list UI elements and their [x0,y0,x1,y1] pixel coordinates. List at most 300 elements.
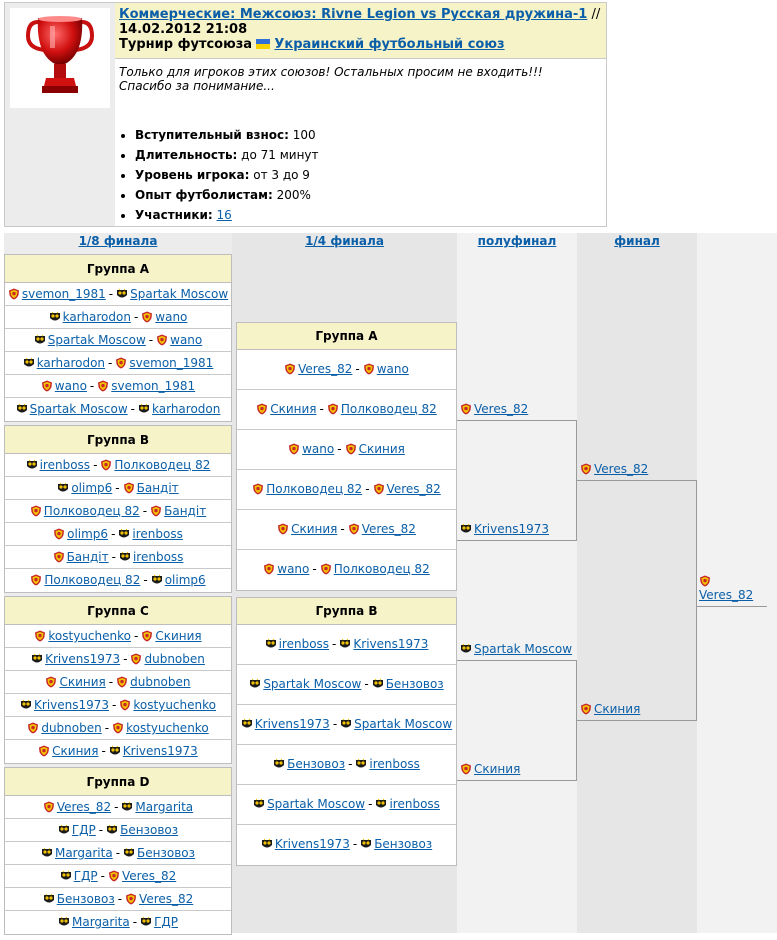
team-entry [49,310,131,324]
description [119,65,600,93]
team-entry [60,869,98,883]
team-shield-icon [263,563,275,575]
team-entry [156,333,202,347]
match-row [5,796,231,819]
team-link[interactable]: Krivens1973 [474,522,550,536]
tournament-params [119,125,319,225]
match-row [5,694,231,717]
match-row [5,352,231,375]
team-link[interactable]: kostyuchenko [133,698,216,712]
team-entry [58,823,96,837]
match-row [5,717,231,740]
team-shield-icon [53,528,65,540]
team-link[interactable]: Veres_82 [298,362,353,376]
team-mask-icon [23,357,35,369]
trophy-icon [10,8,110,108]
team-link[interactable]: wano [376,362,409,376]
team-entry [23,356,105,370]
param-participants [135,205,319,225]
team-entry [265,637,329,651]
team-entry [121,800,193,814]
description-line-2: Спасибо за понимание... [119,79,275,93]
team-link[interactable]: Полководец 82 [340,402,437,416]
team-mask-icon [121,801,133,813]
team-link[interactable]: Бандiт [66,550,109,564]
team-entry [460,762,520,776]
team-entry [58,915,130,929]
team-entry [375,797,439,811]
team-shield-icon [34,630,46,642]
team-mask-icon [123,847,135,859]
vs-separator: - [100,869,106,883]
match-row [237,625,456,665]
team-link[interactable]: Krivens1973 [45,652,121,666]
r16-group [4,425,232,593]
team-link[interactable]: Krivens1973 [254,717,330,731]
team-shield-icon [580,703,592,715]
match-row [5,523,231,546]
match-row [5,477,231,500]
team-entry [360,837,432,851]
vs-separator: - [133,310,139,324]
team-shield-icon [141,630,153,642]
team-shield-icon [156,334,168,346]
param-experience-value: 200% [272,188,311,202]
vs-separator: - [108,287,114,301]
team-entry [43,892,115,906]
vs-separator: - [142,504,148,518]
team-shield-icon [373,483,385,495]
vs-separator: - [111,527,116,541]
team-link[interactable]: Margarita [135,800,194,814]
team-link[interactable]: karharodon [152,402,221,416]
team-entry [100,458,210,472]
team-link[interactable]: Krivens1973 [122,744,198,758]
team-mask-icon [273,758,285,770]
team-mask-icon [118,528,130,540]
team-entry [460,402,528,416]
team-link[interactable]: Скиния [52,744,99,758]
vs-separator: - [365,482,370,496]
team-entry [8,287,106,301]
team-entry [141,310,187,324]
team-entry [125,892,193,906]
team-link[interactable]: kostyuchenko [126,721,209,735]
team-link[interactable]: Veres_82 [474,402,529,416]
participants-count-link[interactable]: 16 [216,208,232,222]
bracket-connector [577,720,697,721]
team-shield-icon [699,575,711,587]
bracket-connector [577,480,697,481]
team-entry [256,402,316,416]
team-entry [43,800,111,814]
sf-column-bg [457,233,577,933]
qf-group [236,597,457,866]
team-link[interactable]: Скиния [291,522,338,536]
semifinal-slot [460,522,549,536]
vs-separator: - [368,797,373,811]
team-entry [327,402,437,416]
team-link[interactable]: Krivens1973 [34,698,110,712]
team-link[interactable]: irenboss [132,550,184,564]
team-link[interactable]: Veres_82 [122,869,177,883]
team-link[interactable]: Бензовоз [56,892,115,906]
param-level [135,165,319,185]
union-link[interactable]: Украинский футбольный союз [274,37,505,52]
match-row [5,819,231,842]
team-shield-icon [53,551,65,563]
team-link[interactable]: wano [170,333,203,347]
match-row [5,625,231,648]
vs-separator: - [101,744,106,758]
bracket-connector [457,540,577,541]
team-shield-icon [41,380,53,392]
team-shield-icon [150,505,162,517]
team-link[interactable]: Krivens1973 [353,637,429,651]
team-mask-icon [31,653,43,665]
team-link[interactable]: Скиния [358,442,405,456]
team-shield-icon [123,482,135,494]
team-link[interactable]: Veres_82 [594,462,649,476]
team-link[interactable]: wano [155,310,188,324]
team-entry [27,721,101,735]
group-title: Группа B [5,426,231,454]
team-entry [339,637,428,651]
team-shield-icon [460,403,472,415]
ukraine-flag-icon [256,39,270,49]
param-duration-value: до 71 минут [237,148,319,162]
team-link[interactable]: Скиния [474,762,521,776]
team-link[interactable]: Veres_82 [361,522,416,536]
team-link[interactable]: Скиния [594,702,641,716]
team-link[interactable]: Бензовоз [385,677,444,691]
team-entry [123,481,179,495]
team-mask-icon [241,718,253,730]
team-entry [41,846,113,860]
team-entry [20,698,109,712]
team-link[interactable]: Бензовоз [287,757,346,771]
team-entry [348,522,416,536]
team-mask-icon [20,699,32,711]
team-entry [53,527,108,541]
team-mask-icon [109,745,121,757]
team-entry [141,629,201,643]
team-mask-icon [41,847,53,859]
match-row [237,510,456,550]
vs-separator: - [332,637,337,651]
team-link[interactable]: Spartak Moscow [29,402,128,416]
team-entry [38,744,98,758]
team-entry [123,846,195,860]
team-entry [288,442,334,456]
team-mask-icon [60,870,72,882]
team-link[interactable]: Полководец 82 [43,504,140,518]
team-shield-icon [108,870,120,882]
col-head-r16[interactable]: 1/8 финала [78,234,158,248]
vs-separator: - [89,379,95,393]
team-entry [263,562,309,576]
team-mask-icon [16,403,28,415]
match-row [5,375,231,398]
team-entry [277,522,337,536]
team-link[interactable]: svemon_1981 [21,287,106,301]
team-entry [580,462,648,476]
team-entry [580,702,640,716]
team-entry [460,642,572,656]
vs-separator: - [348,757,353,771]
team-mask-icon [49,311,61,323]
col-head-final[interactable]: финал [614,234,660,248]
team-entry [106,823,178,837]
team-shield-icon [30,574,42,586]
param-level-value: от 3 до 9 [249,168,310,182]
vs-separator: - [133,629,139,643]
team-entry [112,721,209,735]
team-link[interactable]: wano [302,442,335,456]
tournament-header [4,2,607,227]
group-title: Группа B [237,598,456,625]
team-shield-icon [30,505,42,517]
bracket-connector [457,780,577,781]
team-mask-icon [375,798,387,810]
team-link[interactable]: svemon_1981 [129,356,214,370]
match-row [5,888,231,911]
vs-separator: - [312,562,317,576]
team-shield-icon [43,801,55,813]
team-shield-icon [277,523,289,535]
vs-separator: - [130,402,136,416]
team-shield-icon [112,722,124,734]
team-entry [118,527,182,541]
team-link[interactable]: dubnoben [130,675,191,689]
vs-separator: - [114,800,119,814]
team-shield-icon [363,363,375,375]
team-link[interactable]: Скиния [155,629,202,643]
team-entry [31,652,120,666]
winner-team-link[interactable]: Veres_82 [699,588,754,602]
team-entry [34,629,131,643]
match-row [5,865,231,888]
team-entry [273,757,345,771]
team-link[interactable]: Бандiт [136,481,179,495]
match-row [5,546,231,569]
team-link[interactable]: Бензовоз [374,837,433,851]
param-participants-label: Участники: [135,208,213,222]
vs-separator: - [123,652,128,666]
final-slot [580,702,640,716]
vs-separator: - [115,481,120,495]
match-row [237,705,456,745]
team-link[interactable]: Krivens1973 [274,837,350,851]
vs-separator: - [104,721,110,735]
team-shield-icon [345,443,357,455]
team-link[interactable]: Spartak Moscow [47,333,146,347]
match-title-link[interactable]: Коммерческие: Межсоюз: Rivne Legion vs Русская дружина-1 [119,7,588,22]
team-shield-icon [100,459,112,471]
param-experience [135,185,319,205]
team-link[interactable]: olimp6 [67,527,109,541]
match-row [5,500,231,523]
match-row [5,306,231,329]
match-row [5,454,231,477]
team-link[interactable]: ГДР [154,915,178,929]
team-entry [363,362,409,376]
vs-separator: - [355,362,360,376]
bracket-connector [457,420,577,421]
r16-group [4,767,232,935]
team-link[interactable]: Скиния [270,402,317,416]
match-row [5,398,231,421]
team-link[interactable]: wano [54,379,87,393]
match-row [5,648,231,671]
team-entry [150,504,206,518]
cup-logo [10,8,110,108]
team-link[interactable]: Полководец 82 [44,573,141,587]
team-shield-icon [119,699,131,711]
r16-group [4,596,232,764]
team-shield-icon [125,893,137,905]
match-row [5,569,231,592]
col-head-sf[interactable]: полуфинал [477,234,557,248]
vs-separator: - [364,677,369,691]
team-entry [130,652,204,666]
team-mask-icon [355,758,367,770]
team-link[interactable]: irenboss [132,527,183,541]
team-shield-icon [580,463,592,475]
team-link[interactable]: irenboss [369,757,420,771]
team-link[interactable]: ГДР [73,869,98,883]
match-row [237,390,456,430]
team-link[interactable]: kostyuchenko [48,629,131,643]
vs-separator: - [337,442,342,456]
team-shield-icon [141,311,153,323]
match-row [237,745,456,785]
team-link[interactable]: Spartak Moscow [130,287,229,301]
match-datetime: 14.02.2012 21:08 [119,22,248,37]
match-row [237,665,456,705]
semifinal-slot [460,642,572,656]
vs-separator: - [352,837,358,851]
vs-separator: - [115,846,121,860]
team-mask-icon [151,574,163,586]
team-link[interactable]: Spartak Moscow [267,797,366,811]
bracket-connector [697,606,767,607]
team-shield-icon [288,443,300,455]
bracket-connector [457,660,577,661]
col-head-qf[interactable]: 1/4 финала [305,234,384,248]
team-link[interactable]: karharodon [36,356,106,370]
team-link[interactable]: wano [277,562,310,576]
vs-separator: - [143,573,148,587]
team-entry [140,915,178,929]
team-mask-icon [460,523,472,535]
team-shield-icon [327,403,339,415]
team-link[interactable]: dubnoben [41,721,102,735]
team-link[interactable]: Veres_82 [386,482,441,496]
team-link[interactable]: Spartak Moscow [474,642,573,656]
team-link[interactable]: Veres_82 [139,892,194,906]
team-link[interactable]: irenboss [278,637,330,651]
team-link[interactable]: Veres_82 [56,800,112,814]
team-link[interactable]: olimp6 [164,573,206,587]
team-entry [151,573,206,587]
vs-separator: - [108,356,113,370]
team-entry [16,402,128,416]
team-mask-icon [138,403,150,415]
match-row [237,785,456,825]
team-entry [320,562,430,576]
param-experience-label: Опыт футболистам: [135,188,273,202]
team-entry [373,482,441,496]
team-entry [115,356,213,370]
team-entry [372,677,444,691]
team-entry [252,482,362,496]
match-row [5,329,231,352]
param-level-label: Уровень игрока: [135,168,250,182]
match-row [237,550,456,590]
team-link[interactable]: Полководец 82 [114,458,211,472]
group-title: Группа A [5,255,231,283]
team-link[interactable]: Полководец 82 [333,562,430,576]
team-mask-icon [140,916,152,928]
team-shield-icon [97,380,109,392]
team-link[interactable]: irenboss [389,797,440,811]
team-entry [340,717,452,731]
team-entry [261,837,350,851]
team-link[interactable]: Бензовоз [120,823,179,837]
team-link[interactable]: karharodon [62,310,131,324]
team-entry [116,287,228,301]
team-link[interactable]: Бандiт [164,504,207,518]
match-row [5,842,231,865]
team-mask-icon [116,288,128,300]
team-mask-icon [34,334,46,346]
team-shield-icon [256,403,268,415]
team-link[interactable]: olimp6 [71,481,113,495]
team-link[interactable]: svemon_1981 [111,379,196,393]
vs-separator: - [111,550,116,564]
vs-separator: - [108,675,114,689]
team-entry [109,744,198,758]
team-link[interactable]: Бензовоз [137,846,196,860]
team-entry [57,481,112,495]
team-shield-icon [45,676,57,688]
team-link[interactable]: Скиния [59,675,106,689]
team-link[interactable]: irenboss [39,458,91,472]
team-mask-icon [339,638,351,650]
team-link[interactable]: Полководец 82 [266,482,363,496]
param-fee [135,125,319,145]
team-entry [138,402,220,416]
vs-separator: - [98,823,104,837]
team-link[interactable]: Spartak Moscow [354,717,453,731]
team-link[interactable]: Margarita [71,915,130,929]
r16-group [4,254,232,422]
bracket-connector [696,480,697,720]
team-link[interactable]: ГДР [71,823,96,837]
title-bar [115,3,606,59]
team-link[interactable]: dubnoben [144,652,205,666]
team-link[interactable]: Spartak Moscow [263,677,362,691]
winner-entry [699,574,753,602]
vs-separator: - [112,698,117,712]
team-link[interactable]: Margarita [54,846,113,860]
team-entry [26,458,90,472]
match-row [5,911,231,934]
qf-group [236,322,457,591]
team-mask-icon [58,916,70,928]
team-entry [30,504,140,518]
